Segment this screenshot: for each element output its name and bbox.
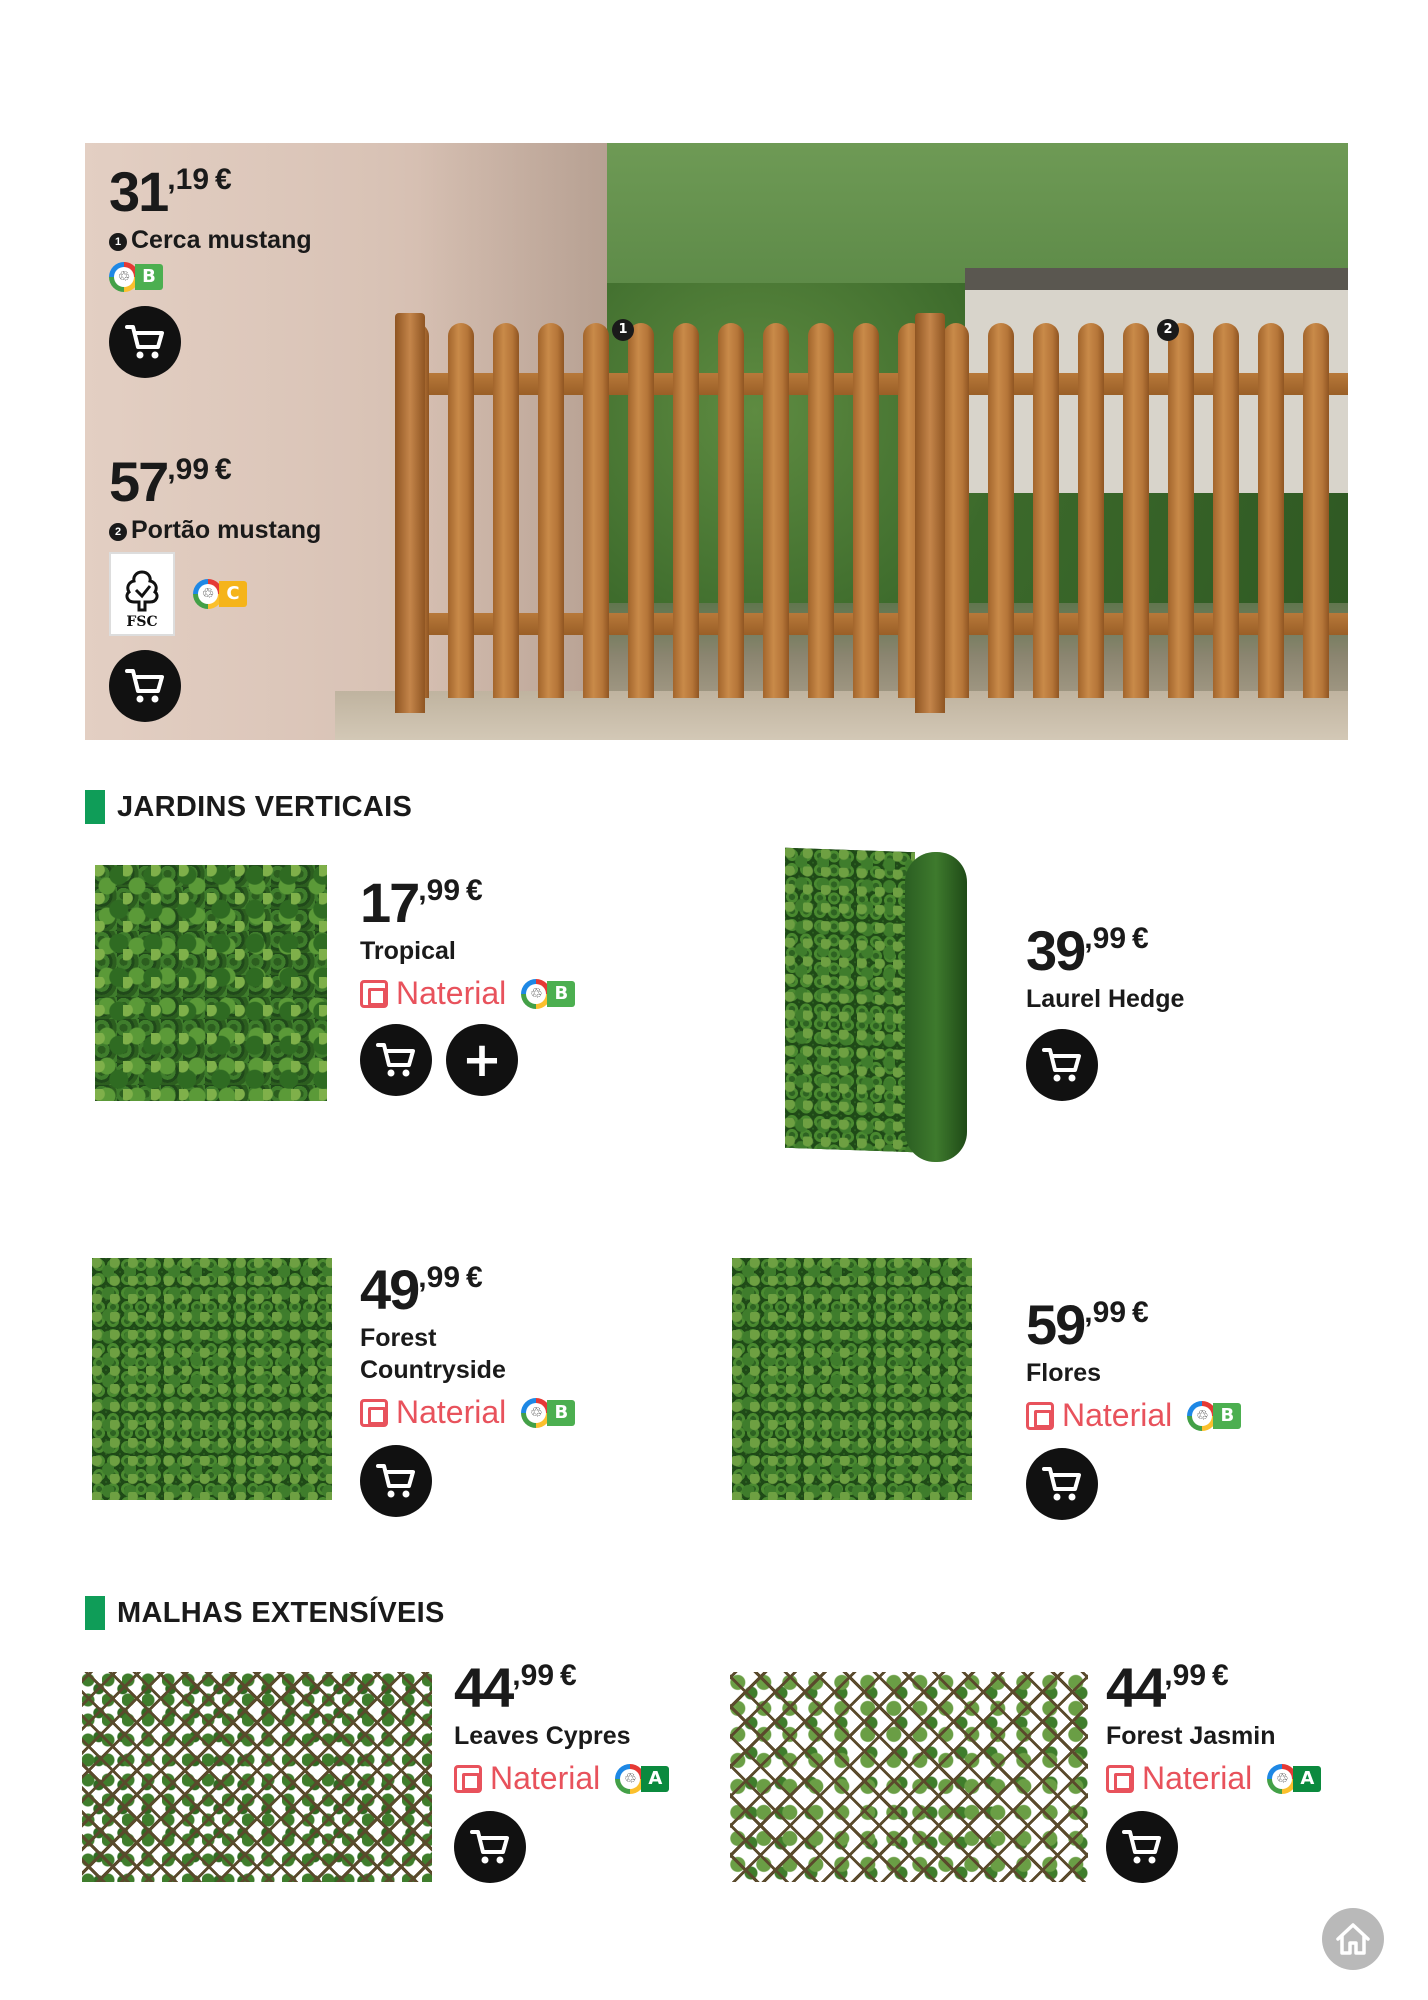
product-image-forest-countryside[interactable] [92, 1258, 332, 1500]
fsc-tree-icon [119, 568, 165, 614]
product-image-laurel-roll [905, 852, 967, 1162]
product-name-line1: Forest [360, 1324, 437, 1352]
hero-product-cerca [109, 159, 312, 378]
product-name: Tropical [360, 937, 456, 965]
shopping-cart-icon [1041, 1465, 1083, 1503]
brand-row [360, 975, 575, 1012]
price-integer: 57 [109, 450, 168, 513]
eco-score-badge [109, 262, 163, 292]
price-integer: 59 [1026, 1293, 1085, 1356]
naterial-brand [454, 1760, 600, 1797]
product-image-laurel-hedge[interactable] [785, 848, 915, 1153]
naterial-logo-icon [360, 1399, 388, 1427]
fence-picket [673, 323, 699, 698]
brand-text: Naterial [396, 1394, 507, 1430]
hero-banner [85, 143, 1348, 740]
price-currency: € [1132, 1296, 1149, 1329]
price-decimal: ,99 [167, 453, 210, 486]
image-marker-2[interactable]: 2 [1157, 319, 1179, 341]
product-image-flores[interactable] [732, 1258, 972, 1500]
product-name: Laurel Hedge [1026, 985, 1185, 1013]
shopping-cart-icon [124, 323, 166, 361]
eco-grade: B [1213, 1403, 1241, 1429]
fence-picket [988, 323, 1014, 698]
eco-grade: B [547, 981, 575, 1007]
price-decimal: ,99 [1084, 922, 1127, 955]
price [1106, 1655, 1321, 1720]
product-card-forest-jasmin [1106, 1655, 1321, 1883]
price-integer: 44 [454, 1656, 513, 1719]
product-name: Leaves Cypres [454, 1722, 631, 1750]
price [1026, 918, 1184, 983]
product-card-flores [1026, 1292, 1241, 1520]
fence-picket [1078, 323, 1104, 698]
price-currency: € [1212, 1659, 1229, 1692]
product-marker: 1 [109, 233, 127, 251]
fence-image[interactable] [395, 313, 1348, 703]
price-currency: € [466, 1261, 483, 1294]
product-name [109, 224, 312, 256]
fence-picket [1303, 323, 1329, 698]
brand-text: Naterial [1062, 1397, 1173, 1433]
product-image-tropical[interactable] [95, 865, 327, 1101]
naterial-brand [1106, 1760, 1252, 1797]
brand-text: Naterial [1142, 1760, 1253, 1796]
product-name: Forest Jasmin [1106, 1722, 1276, 1750]
section-accent-bar [85, 790, 105, 824]
brand-row [1026, 1397, 1241, 1434]
brand-row [454, 1760, 669, 1797]
section-title-malhas-extensiveis [85, 1596, 445, 1630]
fence-picket [583, 323, 609, 698]
plus-icon: + [461, 1032, 503, 1088]
naterial-brand [1026, 1397, 1172, 1434]
naterial-brand [360, 975, 506, 1012]
eco-score-badge [521, 1398, 575, 1428]
image-marker-1[interactable]: 1 [612, 319, 634, 341]
add-to-cart-button[interactable] [360, 1024, 432, 1096]
action-row [360, 1024, 575, 1096]
product-card-laurel-hedge [1026, 918, 1184, 1101]
fence-picket [1123, 323, 1149, 698]
price-integer: 17 [360, 871, 419, 934]
product-name: Flores [1026, 1359, 1102, 1387]
price-currency: € [560, 1659, 577, 1692]
price-currency: € [215, 453, 232, 486]
add-to-cart-button[interactable] [109, 306, 181, 378]
product-name-text: Portão mustang [131, 516, 322, 544]
product-image-leaves-cypres[interactable] [82, 1672, 432, 1882]
fence-picket [1213, 323, 1239, 698]
price-currency: € [1132, 922, 1149, 955]
section-title-text: JARDINS VERTICAIS [117, 790, 413, 823]
product-image-forest-jasmin[interactable] [730, 1672, 1088, 1882]
price [1026, 1292, 1241, 1357]
fence-picket [763, 323, 789, 698]
fence-picket [943, 323, 969, 698]
home-icon [1334, 1921, 1372, 1957]
eco-score-badge [615, 1764, 669, 1794]
price-decimal: ,19 [167, 163, 210, 196]
product-card-leaves-cypres [454, 1655, 669, 1883]
brand-text: Naterial [490, 1760, 601, 1796]
price-currency: € [466, 874, 483, 907]
price-decimal: ,99 [512, 1659, 555, 1692]
section-title-text: MALHAS EXTENSÍVEIS [117, 1596, 445, 1629]
add-to-cart-button[interactable] [109, 650, 181, 722]
price [360, 870, 575, 935]
eco-grade: A [1293, 1766, 1321, 1792]
shopping-cart-icon [124, 667, 166, 705]
certifications [109, 552, 321, 636]
fence-picket [493, 323, 519, 698]
price-integer: 31 [109, 160, 168, 223]
price [109, 159, 312, 224]
fence-post [395, 313, 425, 713]
shopping-cart-icon [375, 1462, 417, 1500]
fence-picket [628, 323, 654, 698]
shopping-cart-icon [375, 1041, 417, 1079]
section-accent-bar [85, 1596, 105, 1630]
fence-post [915, 313, 945, 713]
price-decimal: ,99 [1084, 1296, 1127, 1329]
brand-row [1106, 1760, 1321, 1797]
fence-picket [718, 323, 744, 698]
hero-shed-roof [965, 268, 1348, 290]
add-to-cart-button[interactable] [360, 1445, 432, 1517]
fsc-logo [109, 552, 175, 636]
fence-picket [538, 323, 564, 698]
price [360, 1257, 575, 1322]
naterial-brand [360, 1394, 506, 1431]
home-button[interactable] [1322, 1908, 1384, 1970]
price [454, 1655, 669, 1720]
fence-picket [1168, 323, 1194, 698]
more-options-button[interactable] [446, 1024, 518, 1096]
price-decimal: ,99 [418, 1261, 461, 1294]
fence-picket [853, 323, 879, 698]
product-name-line2: Countryside [360, 1356, 506, 1384]
product-card-tropical [360, 870, 575, 1096]
price-integer: 39 [1026, 919, 1085, 982]
naterial-logo-icon [1106, 1765, 1134, 1793]
add-to-cart-button[interactable] [1026, 1448, 1098, 1520]
eco-score-badge [1187, 1401, 1241, 1431]
eco-grade: A [641, 1766, 669, 1792]
fsc-label: FSC [126, 614, 158, 630]
naterial-logo-icon [360, 980, 388, 1008]
fence-picket [808, 323, 834, 698]
section-title-jardins-verticais [85, 790, 412, 824]
price [109, 449, 321, 514]
brand-row [360, 1394, 575, 1431]
price-decimal: ,99 [1164, 1659, 1207, 1692]
fence-picket [448, 323, 474, 698]
eco-grade: B [547, 1400, 575, 1426]
eco-score-badge [1267, 1764, 1321, 1794]
fence-picket [1258, 323, 1284, 698]
naterial-logo-icon [1026, 1402, 1054, 1430]
add-to-cart-button[interactable] [1026, 1029, 1098, 1101]
price-integer: 49 [360, 1258, 419, 1321]
shopping-cart-icon [469, 1828, 511, 1866]
naterial-logo-icon [454, 1765, 482, 1793]
hero-product-portao [109, 449, 321, 722]
shopping-cart-icon [1121, 1828, 1163, 1866]
fence-picket [1033, 323, 1059, 698]
eco-score-badge [193, 579, 247, 609]
price-integer: 44 [1106, 1656, 1165, 1719]
price-currency: € [215, 163, 232, 196]
add-to-cart-button[interactable] [454, 1811, 526, 1883]
eco-grade: C [219, 581, 247, 607]
shopping-cart-icon [1041, 1046, 1083, 1084]
eco-score-badge [521, 979, 575, 1009]
product-card-forest-countryside [360, 1257, 575, 1517]
brand-text: Naterial [396, 975, 507, 1011]
product-name-text: Cerca mustang [131, 226, 312, 254]
price-decimal: ,99 [418, 874, 461, 907]
add-to-cart-button[interactable] [1106, 1811, 1178, 1883]
product-marker: 2 [109, 523, 127, 541]
product-name [109, 514, 321, 546]
eco-grade: B [135, 264, 163, 290]
